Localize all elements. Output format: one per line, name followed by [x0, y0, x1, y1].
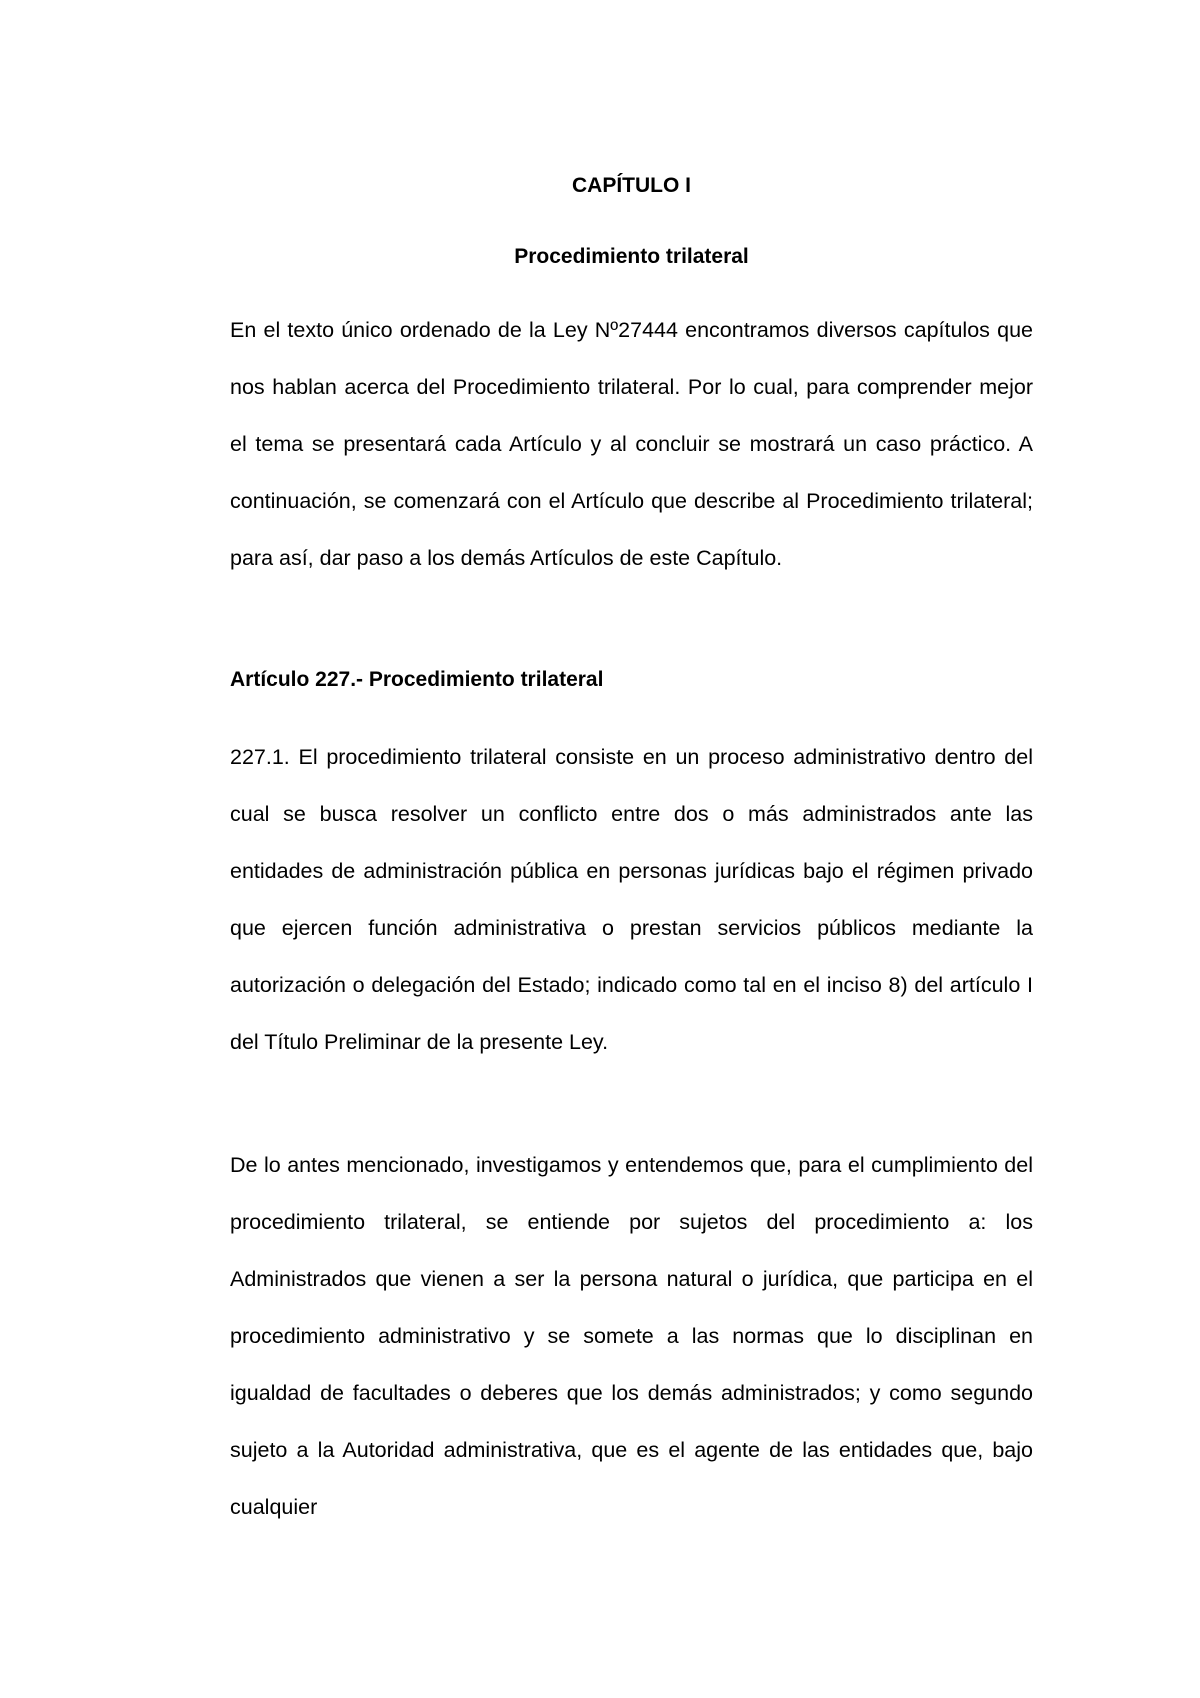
section-title: Procedimiento trilateral — [514, 245, 749, 268]
chapter-title: CAPÍTULO I — [572, 174, 691, 197]
document-page — [230, 0, 1033, 1698]
article-227-1-paragraph: 227.1. El procedimiento trilateral consiste en un proceso administrativo dentro del cual se busca resolver un conflicto entre dos o más administrados ante las entidades de administración pública en personas jurídicas bajo el régimen privado que ejercen función administrativa o prestan servicios públicos mediante la autorización o delegación del Estado; indicado como tal en el inciso 8) del artículo I del Título Preliminar de la presente Ley. — [230, 745, 1033, 1054]
article-227-heading: Artículo 227.- Procedimiento trilateral — [230, 668, 604, 691]
analysis-paragraph: De lo antes mencionado, investigamos y entendemos que, para el cumplimiento del procedimiento trilateral, se entiende por sujetos del procedimiento a: los Administrados que vienen a ser la persona natural o jurídica, que participa en el procedimiento administrativo y se somete a las normas que lo disciplinan en igualdad de facultades o deberes que los demás administrados; y como segundo sujeto a la Autoridad administrativa, que es el agente de las entidades que, bajo cualquier — [230, 1153, 1033, 1519]
intro-paragraph: En el texto único ordenado de la Ley Nº27444 encontramos diversos capítulos que nos hablan acerca del Procedimiento trilateral. Por lo cual, para comprender mejor el tema se presentará cada Artículo y al concluir se mostrará un caso práctico. A continuación, se comenzará con el Artículo que describe al Procedimiento trilateral; para así, dar paso a los demás Artículos de este Capítulo. — [230, 318, 1033, 570]
